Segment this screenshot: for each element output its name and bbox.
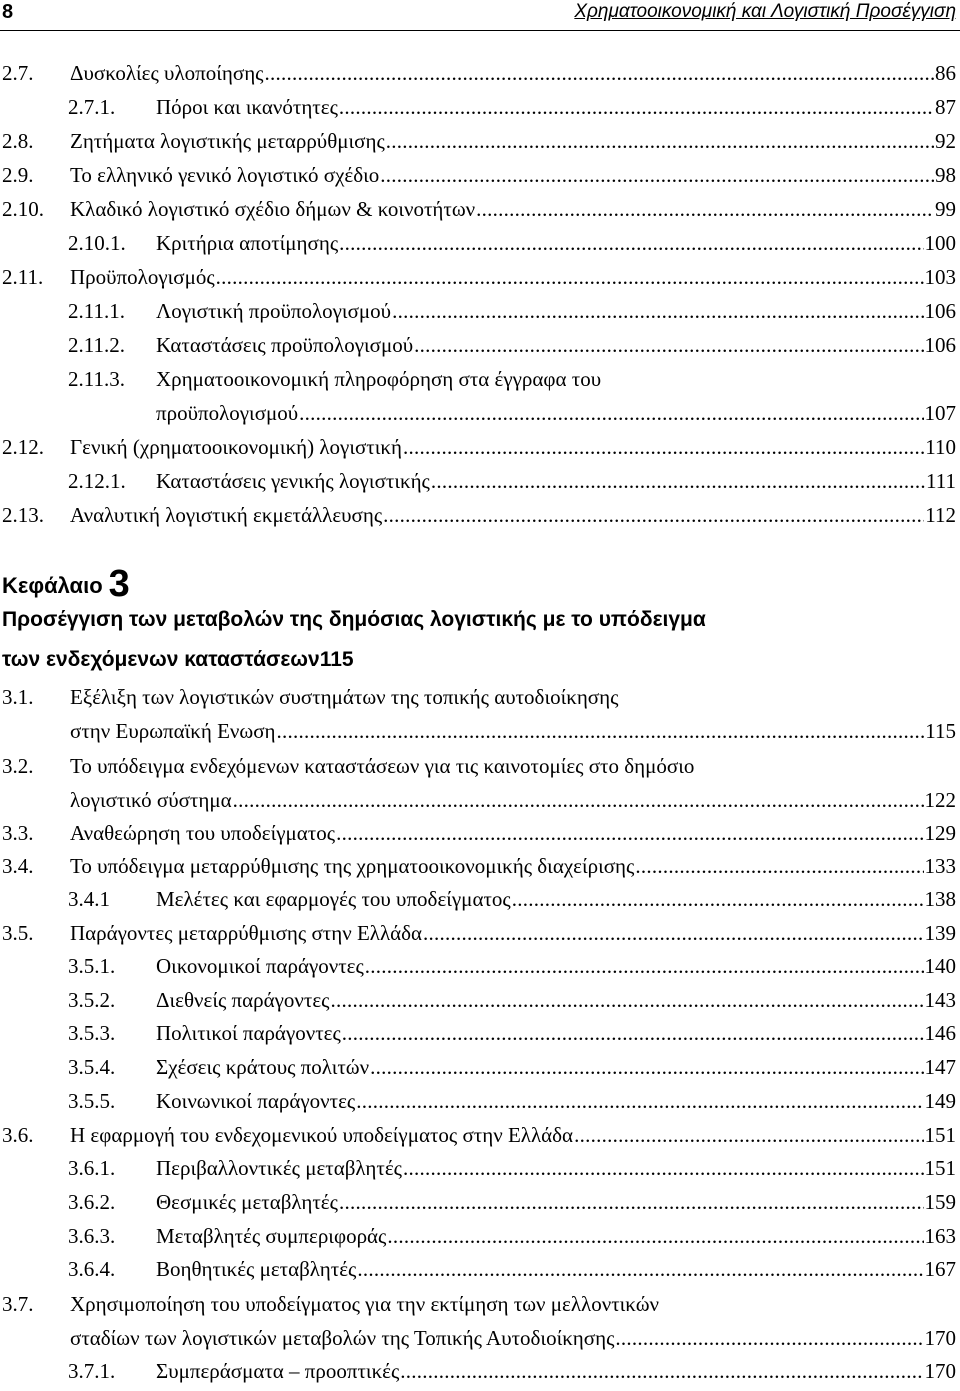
chapter-heading xyxy=(2,560,130,603)
toc-entry[interactable] xyxy=(68,1153,956,1183)
toc-entry-number: 3.6.1. xyxy=(68,1156,116,1180)
toc-entry-title: Κριτήρια αποτίμησης xyxy=(156,231,339,255)
toc-entry[interactable] xyxy=(68,1052,956,1082)
toc-entry-page: 151 xyxy=(924,1123,956,1147)
toc-entry-number: 2.11.3. xyxy=(68,367,125,391)
toc-entry-number: 2.12. xyxy=(2,435,44,459)
toc-entry[interactable] xyxy=(2,682,956,746)
toc-entry-number: 3.6.4. xyxy=(68,1257,116,1281)
toc-entry-number: 3.4.1 xyxy=(68,887,110,911)
leader-dots xyxy=(400,1356,923,1386)
toc-entry-page: 86 xyxy=(935,61,956,85)
chapter-label: Κεφάλαιο xyxy=(2,573,103,598)
chapter-title-line2: των ενδεχόμενων καταστάσεων xyxy=(2,648,320,671)
toc-entry-page: 110 xyxy=(925,435,956,459)
toc-entry-page: 99 xyxy=(935,197,956,221)
leader-dots xyxy=(403,432,924,462)
toc-entry[interactable] xyxy=(2,918,956,948)
toc-entry-number: 3.5.1. xyxy=(68,954,116,978)
toc-entry-number: 3.6.2. xyxy=(68,1190,116,1214)
toc-entry-page: 146 xyxy=(924,1021,956,1045)
leader-dots xyxy=(414,330,923,360)
toc-entry[interactable] xyxy=(68,364,956,428)
toc-entry-title: στην Ευρωπαϊκή Ενωση xyxy=(70,719,276,743)
toc-entry-page: 159 xyxy=(924,1190,956,1214)
leader-dots xyxy=(339,92,934,122)
leader-dots xyxy=(331,985,924,1015)
toc-entry-number: 3.7.1. xyxy=(68,1359,116,1383)
chapter-title-line1[interactable]: Προσέγγιση των μεταβολών της δημόσιας λογιστικής με το υπόδειγμα xyxy=(2,608,706,631)
toc-entry[interactable] xyxy=(68,228,956,258)
toc-entry[interactable] xyxy=(2,500,956,530)
toc-entry-page: 103 xyxy=(924,265,956,289)
toc-entry-number: 3.7. xyxy=(2,1292,34,1316)
page-number: 8 xyxy=(2,1,14,23)
leader-dots xyxy=(512,884,924,914)
toc-entry-number: 3.5.2. xyxy=(68,988,116,1012)
toc-entry[interactable] xyxy=(2,126,956,156)
toc-entry-title: Πόροι και ικανότητες xyxy=(156,95,338,119)
toc-entry[interactable] xyxy=(2,58,956,88)
toc-entry[interactable] xyxy=(68,1018,956,1048)
leader-dots xyxy=(386,126,934,156)
toc-entry-page: 147 xyxy=(924,1055,956,1079)
toc-entry-title-line1: Το υπόδειγμα ενδεχόμενων καταστάσεων για τις καινοτομίες στο δημόσιο xyxy=(70,754,695,778)
toc-entry[interactable] xyxy=(68,466,956,496)
leader-dots xyxy=(423,918,923,948)
toc-entry-title: Κλαδικό λογιστικό σχέδιο δήμων & κοινοτήτων xyxy=(70,197,476,221)
toc-entry-page: 151 xyxy=(924,1156,956,1180)
toc-entry-title: Σχέσεις κράτους πολιτών xyxy=(156,1055,370,1079)
toc-entry-title: Βοηθητικές μεταβλητές xyxy=(156,1257,357,1281)
leader-dots xyxy=(216,262,924,292)
toc-entry-number: 3.1. xyxy=(2,685,34,709)
chapter-title-entry[interactable] xyxy=(2,648,956,678)
toc-entry-number: 2.9. xyxy=(2,163,34,187)
toc-entry-number: 2.11. xyxy=(2,265,44,289)
leader-dots xyxy=(336,818,923,848)
toc-entry-number: 3.2. xyxy=(2,754,34,778)
chapter-number: 3 xyxy=(108,563,130,605)
toc-entry-page: 115 xyxy=(925,719,956,743)
toc-entry[interactable] xyxy=(68,985,956,1015)
toc-entry-page: 106 xyxy=(924,299,956,323)
toc-entry[interactable] xyxy=(2,194,956,224)
toc-entry-page: 122 xyxy=(924,788,956,812)
leader-dots xyxy=(635,851,923,881)
leader-dots xyxy=(476,194,934,224)
leader-dots xyxy=(392,296,923,326)
chapter-page: 115 xyxy=(319,648,354,671)
leader-dots xyxy=(277,716,925,746)
toc-entry-page: 138 xyxy=(924,887,956,911)
toc-entry[interactable] xyxy=(68,1221,956,1251)
leader-dots xyxy=(380,160,934,190)
toc-entry-title: Οικονομικοί παράγοντες xyxy=(156,954,364,978)
toc-entry-title: Καταστάσεις προϋπολογισμού xyxy=(156,333,414,357)
leader-dots xyxy=(339,1187,924,1217)
leader-dots xyxy=(299,398,923,428)
toc-entry-page: 87 xyxy=(935,95,956,119)
toc-entry-page: 106 xyxy=(924,333,956,357)
toc-entry[interactable] xyxy=(2,160,956,190)
leader-dots xyxy=(615,1323,923,1353)
toc-entry-page: 100 xyxy=(924,231,956,255)
toc-entry-title: Προϋπολογισμός xyxy=(70,265,215,289)
toc-entry-title: Περιβαλλοντικές μεταβλητές xyxy=(156,1156,402,1180)
toc-entry-page: 139 xyxy=(924,921,956,945)
toc-entry-page: 133 xyxy=(924,854,956,878)
toc-entry-title: Θεσμικές μεταβλητές xyxy=(156,1190,338,1214)
toc-entry-title: Η εφαρμογή του ενδεχομενικού υποδείγματος στην Ελλάδα xyxy=(70,1123,574,1147)
toc-entry-title: Καταστάσεις γενικής λογιστικής xyxy=(156,469,430,493)
toc-entry-number: 2.11.1. xyxy=(68,299,125,323)
toc-entry-title: Αναλυτική λογιστική εκμετάλλευσης xyxy=(70,503,383,527)
toc-entry-number: 3.5.4. xyxy=(68,1055,116,1079)
toc-entry[interactable] xyxy=(2,818,956,848)
leader-dots xyxy=(356,1086,923,1116)
leader-dots xyxy=(339,228,923,258)
toc-entry-title: Το ελληνικό γενικό λογιστικό σχέδιο xyxy=(70,163,380,187)
toc-entry[interactable] xyxy=(68,1187,956,1217)
toc-entry-page: 149 xyxy=(924,1089,956,1113)
toc-entry-page: 170 xyxy=(924,1326,956,1350)
toc-entry-number: 2.10.1. xyxy=(68,231,126,255)
toc-entry-number: 2.12.1. xyxy=(68,469,126,493)
toc-entry-title: Διεθνείς παράγοντες xyxy=(156,988,330,1012)
toc-entry-title: Μελέτες και εφαρμογές του υποδείγματος xyxy=(156,887,511,911)
toc-entry-page: 163 xyxy=(924,1224,956,1248)
leader-dots xyxy=(233,785,924,815)
toc-entry-title: Συμπεράσματα – προοπτικές xyxy=(156,1359,400,1383)
toc-entry[interactable] xyxy=(2,262,956,292)
leader-dots xyxy=(574,1120,923,1150)
toc-entry-title: Λογιστική προϋπολογισμού xyxy=(156,299,392,323)
toc-entry[interactable] xyxy=(68,951,956,981)
toc-entry-title: Μεταβλητές συμπεριφοράς xyxy=(156,1224,387,1248)
leader-dots xyxy=(403,1153,924,1183)
toc-entry-page: 112 xyxy=(925,503,956,527)
toc-entry[interactable] xyxy=(2,1289,956,1353)
toc-entry-number: 2.13. xyxy=(2,503,44,527)
leader-dots xyxy=(357,1254,923,1284)
toc-entry[interactable] xyxy=(68,330,956,360)
toc-entry-title: Δυσκολίες υλοποίησης xyxy=(70,61,264,85)
toc-entry-page: 107 xyxy=(924,401,956,425)
toc-entry-page: 140 xyxy=(924,954,956,978)
toc-entry-number: 2.8. xyxy=(2,129,34,153)
toc-entry[interactable] xyxy=(68,884,956,914)
toc-entry-title: Γενική (χρηματοοικονομική) λογιστική xyxy=(70,435,402,459)
toc-entry-page: 111 xyxy=(926,469,956,493)
toc-entry[interactable] xyxy=(2,432,956,462)
toc-entry-number: 2.11.2. xyxy=(68,333,125,357)
leader-dots xyxy=(342,1018,924,1048)
toc-entry-page: 170 xyxy=(924,1359,956,1383)
toc-entry-number: 2.7.1. xyxy=(68,95,116,119)
toc-entry-title: Παράγοντες μεταρρύθμισης στην Ελλάδα xyxy=(70,921,423,945)
toc-entry-number: 3.3. xyxy=(2,821,34,845)
toc-entry-title: προϋπολογισμού xyxy=(156,401,299,425)
leader-dots xyxy=(365,951,924,981)
running-title: Χρηματοοικονομική και Λογιστική Προσέγγιση xyxy=(574,1,956,22)
leader-dots xyxy=(370,1052,923,1082)
toc-entry-number: 3.5.3. xyxy=(68,1021,116,1045)
toc-entry[interactable] xyxy=(68,296,956,326)
leader-dots xyxy=(383,500,924,530)
toc-entry[interactable] xyxy=(68,1086,956,1116)
toc-entry-page: 167 xyxy=(924,1257,956,1281)
toc-entry-number: 3.4. xyxy=(2,854,34,878)
toc-entry-number: 3.5.5. xyxy=(68,1089,116,1113)
toc-entry-number: 2.10. xyxy=(2,197,44,221)
leader-dots xyxy=(265,58,935,88)
leader-dots xyxy=(431,466,925,496)
toc-entry-title: σταδίων των λογιστικών μεταβολών της Τοπικής Αυτοδιοίκησης xyxy=(70,1326,615,1350)
toc-entry-number: 3.6.3. xyxy=(68,1224,116,1248)
toc-entry-number: 3.6. xyxy=(2,1123,34,1147)
toc-entry-title: Το υπόδειγμα μεταρρύθμισης της χρηματοοικονομικής διαχείρισης xyxy=(70,854,635,878)
toc-entry[interactable] xyxy=(2,751,956,815)
toc-entry-page: 143 xyxy=(924,988,956,1012)
toc-entry[interactable] xyxy=(68,92,956,122)
toc-entry-number: 2.7. xyxy=(2,61,34,85)
toc-entry-title: λογιστικό σύστημα xyxy=(70,788,232,812)
toc-entry[interactable] xyxy=(2,1120,956,1150)
leader-dots xyxy=(387,1221,923,1251)
toc-entry[interactable] xyxy=(68,1356,956,1386)
toc-entry-title-line1: Χρησιμοποίηση του υποδείγματος για την εκτίμηση των μελλοντικών xyxy=(70,1292,660,1316)
toc-entry-page: 98 xyxy=(935,163,956,187)
toc-entry-title: Κοινωνικοί παράγοντες xyxy=(156,1089,356,1113)
toc-entry-number: 3.5. xyxy=(2,921,34,945)
toc-entry[interactable] xyxy=(2,851,956,881)
toc-entry-title-line1: Εξέλιξη των λογιστικών συστημάτων της τοπικής αυτοδιοίκησης xyxy=(70,685,619,709)
toc-entry-page: 129 xyxy=(924,821,956,845)
toc-entry-title: Αναθεώρηση του υποδείγματος xyxy=(70,821,336,845)
toc-entry-title-line1: Χρηματοοικονομική πληροφόρηση στα έγγραφα του xyxy=(156,367,602,391)
toc-entry-title: Πολιτικοί παράγοντες xyxy=(156,1021,341,1045)
toc-entry[interactable] xyxy=(68,1254,956,1284)
toc-entry-title: Ζητήματα λογιστικής μεταρρύθμισης xyxy=(70,129,385,153)
toc-entry-page: 92 xyxy=(935,129,956,153)
